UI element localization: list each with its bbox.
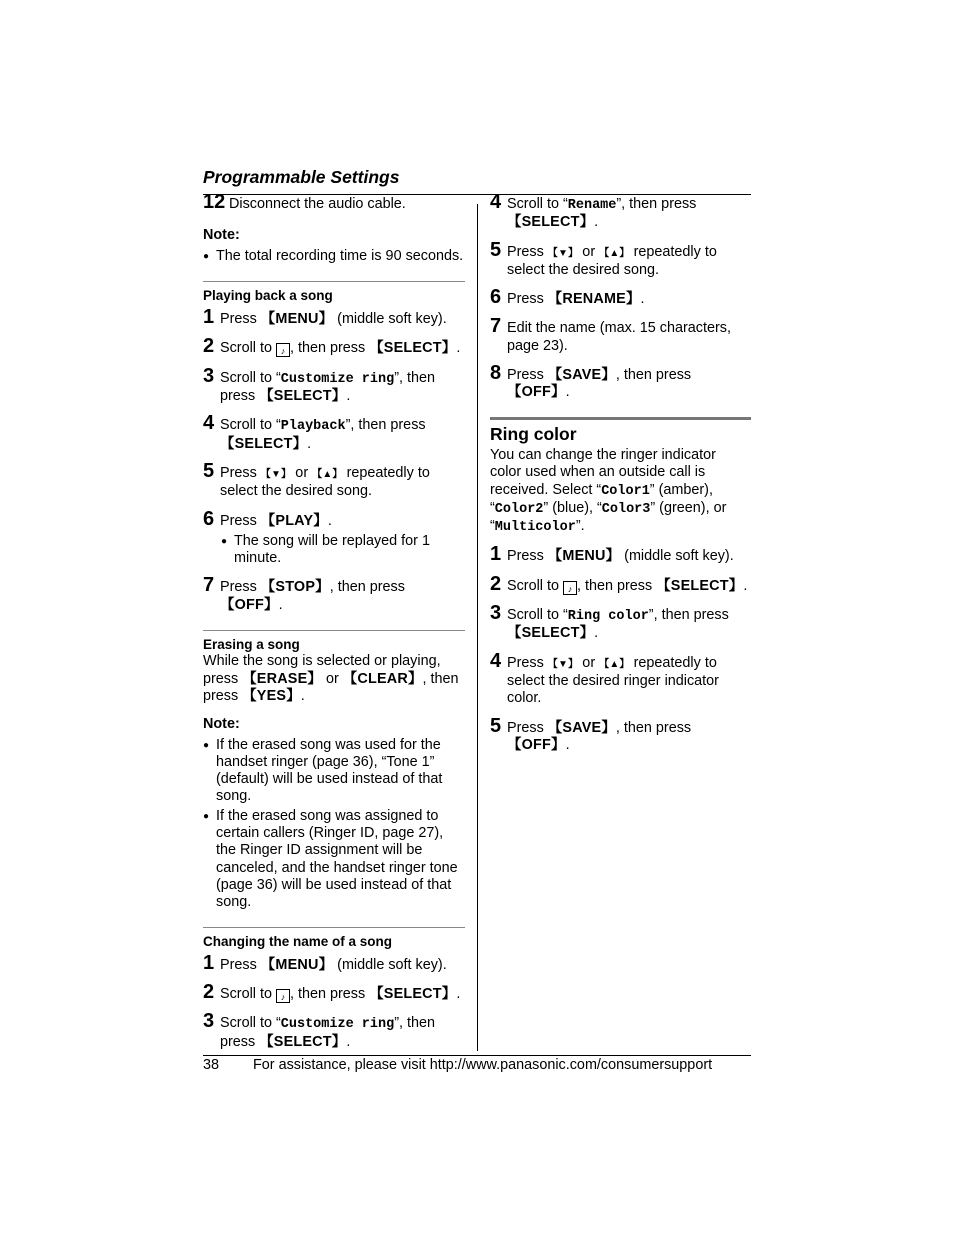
step-text: . xyxy=(565,384,570,401)
left-column xyxy=(203,191,465,1063)
step-text: Press xyxy=(220,311,261,328)
section-rule xyxy=(203,281,465,282)
step-text: ”, then press xyxy=(220,1015,436,1050)
paragraph-text: You can change the ringer indicator color used when an outside call is received. Select “ xyxy=(490,446,716,498)
step-text: , then press xyxy=(289,340,370,357)
playback-step-7 xyxy=(203,574,465,614)
down-key: 【 ▼ 】 xyxy=(548,248,579,259)
option-text: Color3 xyxy=(601,501,651,517)
note-bullet: ● The total recording time is 90 seconds. xyxy=(203,248,465,265)
step-number: 2 xyxy=(490,572,502,595)
note-heading: Note: xyxy=(203,227,240,244)
step-text: ”, then press xyxy=(648,607,729,624)
step-text: Press xyxy=(220,464,261,481)
step-text: Scroll to “ xyxy=(507,196,568,212)
select-key: 【 SELECT 】 xyxy=(259,388,346,404)
step-text: Press xyxy=(507,548,548,565)
step-text: . xyxy=(594,214,599,231)
up-key: 【 ▲ 】 xyxy=(599,659,630,670)
option-text: Color2 xyxy=(494,501,544,517)
change-step-8 xyxy=(490,362,751,402)
step-number: 6 xyxy=(203,507,215,530)
step-text: Edit the name (max. 15 characters, page 23). xyxy=(507,320,731,354)
change-step-1 xyxy=(203,951,465,974)
step-number: 4 xyxy=(203,412,215,435)
step-text: ”, then press xyxy=(616,196,697,212)
step-number: 1 xyxy=(490,543,502,566)
off-key: 【 OFF 】 xyxy=(507,737,566,753)
off-key: 【 OFF 】 xyxy=(220,597,279,613)
erase-key: 【 ERASE 】 xyxy=(242,671,322,687)
step-text: . xyxy=(307,435,312,452)
step-text: . xyxy=(327,512,332,529)
note-bullet: ● If the erased song was assigned to certain callers (Ringer ID, page 27), the Ringer ID assignment will be canceled, and the handset ringer tone (page 36) will be used instead of that song. xyxy=(203,808,465,912)
step-text: (middle soft key). xyxy=(333,956,447,973)
select-key: 【 SELECT 】 xyxy=(259,1034,346,1050)
step-text: Press xyxy=(507,291,548,308)
step-text: Press xyxy=(220,956,261,973)
off-key: 【 OFF 】 xyxy=(507,384,566,400)
paragraph-text: ”. xyxy=(575,518,585,535)
page-number: 38 xyxy=(203,1057,220,1073)
step-text: . xyxy=(278,596,283,613)
section-heading-playback: Playing back a song xyxy=(203,287,333,303)
menu-item-text: Ring color xyxy=(567,609,649,625)
step-text: , then press xyxy=(576,577,657,594)
step-text: , then press xyxy=(289,986,370,1003)
up-key: 【 ▲ 】 xyxy=(312,469,343,480)
select-key: 【 SELECT 】 xyxy=(369,340,456,356)
step-text: Press xyxy=(507,719,548,736)
step-text: Press xyxy=(220,579,261,596)
stop-key: 【 STOP 】 xyxy=(261,579,330,595)
playback-step-2 xyxy=(203,335,465,358)
menu-key: 【 MENU 】 xyxy=(261,311,333,327)
rename-key: 【 RENAME 】 xyxy=(548,291,641,307)
change-step-2 xyxy=(203,981,465,1004)
section-heading-ring-color: Ring color xyxy=(490,423,577,444)
right-column xyxy=(490,191,751,766)
step-text: repeatedly to select the desired ringer indicator color. xyxy=(507,654,719,707)
menu-key: 【 MENU 】 xyxy=(261,957,333,973)
step-number: 7 xyxy=(203,574,215,597)
step-text: Scroll to xyxy=(220,986,276,1003)
erasing-paragraph xyxy=(203,653,465,705)
step-text: Disconnect the audio cable. xyxy=(229,196,406,212)
clear-key: 【 CLEAR 】 xyxy=(343,671,423,687)
option-text: Color1 xyxy=(601,483,650,499)
step-number: 8 xyxy=(490,362,502,385)
paragraph-text: While the song is selected or playing, press xyxy=(203,653,441,687)
header-rule xyxy=(203,194,751,195)
step-number: 5 xyxy=(490,714,502,737)
note-heading: Note: xyxy=(203,716,240,733)
step-text: ”, then press xyxy=(220,369,436,405)
down-key: 【 ▼ 】 xyxy=(548,659,579,670)
step-number: 5 xyxy=(490,238,502,261)
ring-step-4 xyxy=(490,649,751,708)
column-divider xyxy=(477,204,478,1051)
step-text: . xyxy=(346,1033,351,1050)
play-key: 【 PLAY 】 xyxy=(261,513,328,529)
select-key: 【 SELECT 】 xyxy=(369,986,456,1002)
step-text: Press xyxy=(507,243,548,260)
step-text: Scroll to “ xyxy=(220,369,281,386)
section-rule xyxy=(203,630,465,631)
step-number: 6 xyxy=(490,286,502,309)
menu-item-text: Rename xyxy=(567,198,617,213)
step-number: 3 xyxy=(203,1010,215,1033)
footer-rule xyxy=(203,1055,751,1056)
step-text: or xyxy=(578,243,600,260)
step-number: 2 xyxy=(203,335,215,358)
step-number: 12 xyxy=(203,191,226,213)
select-key: 【 SELECT 】 xyxy=(656,578,743,594)
step-text: , then press xyxy=(329,579,405,596)
menu-key: 【 MENU 】 xyxy=(548,548,620,564)
paragraph-text: , then press xyxy=(203,670,459,704)
step-text: Scroll to “ xyxy=(220,1015,281,1032)
ring-step-1 xyxy=(490,543,751,566)
change-step-4 xyxy=(490,191,751,232)
step-text: Scroll to “ xyxy=(507,607,568,624)
change-step-5 xyxy=(490,238,751,280)
paragraph-text: ” (blue), “ xyxy=(543,499,602,516)
step-text: (middle soft key). xyxy=(333,311,447,328)
step-text: . xyxy=(346,388,351,405)
step-number: 1 xyxy=(203,306,215,329)
select-key: 【 SELECT 】 xyxy=(507,214,594,230)
step-number: 2 xyxy=(203,981,215,1004)
save-key: 【 SAVE 】 xyxy=(548,367,616,383)
change-step-6 xyxy=(490,286,751,309)
step-number: 5 xyxy=(203,459,215,482)
step-text: Scroll to xyxy=(507,577,563,594)
step-text: or xyxy=(578,654,600,671)
step-text: , then press xyxy=(615,719,692,736)
footer-text: For assistance, please visit http://www.panasonic.com/consumersupport xyxy=(253,1057,713,1073)
menu-item-text: Playback xyxy=(280,419,346,435)
step-text: repeatedly to select the desired song. xyxy=(507,243,717,278)
ringer-settings-icon: ♪ xyxy=(563,581,577,595)
step-text: or xyxy=(291,464,313,481)
step-12 xyxy=(203,191,465,213)
select-key: 【 SELECT 】 xyxy=(220,436,307,452)
playback-step-1 xyxy=(203,306,465,329)
step-text: . xyxy=(594,625,599,642)
step-text: ”, then press xyxy=(345,417,426,434)
step-number: 4 xyxy=(490,191,502,213)
paragraph-text: or xyxy=(321,670,343,687)
ringer-settings-icon: ♪ xyxy=(276,343,290,357)
up-key: 【 ▲ 】 xyxy=(599,248,630,259)
step-text: . xyxy=(456,986,461,1003)
playback-step-6 xyxy=(203,507,465,568)
step-text: . xyxy=(456,340,461,357)
playback-step-3 xyxy=(203,364,465,406)
step-text: Press xyxy=(507,367,548,384)
step-text: Scroll to “ xyxy=(220,417,281,434)
step-text: . xyxy=(743,577,748,594)
down-key: 【 ▼ 】 xyxy=(261,469,292,480)
section-rule xyxy=(203,927,465,928)
change-step-7 xyxy=(490,315,751,355)
ringer-settings-icon: ♪ xyxy=(276,989,290,1003)
ring-step-3 xyxy=(490,602,751,643)
option-text: Multicolor xyxy=(494,520,576,536)
step-text: Press xyxy=(220,512,261,529)
paragraph-text: ” (amber), “ xyxy=(490,481,713,516)
step-number: 3 xyxy=(203,364,215,387)
ring-step-5 xyxy=(490,714,751,755)
note-bullet: ● If the erased song was used for the handset ringer (page 36), “Tone 1” (default) will be used instead of that song. xyxy=(203,737,465,806)
playback-step-5 xyxy=(203,459,465,501)
step-text: (middle soft key). xyxy=(620,548,734,565)
menu-item-text: Customize ring xyxy=(280,1017,395,1033)
yes-key: 【 YES 】 xyxy=(242,688,301,704)
step-text: , then press xyxy=(615,367,692,384)
step-number: 4 xyxy=(490,649,502,672)
step-text: Scroll to xyxy=(220,340,276,357)
section-heading-erasing: Erasing a song xyxy=(203,637,300,653)
section-heading-changing: Changing the name of a song xyxy=(203,933,393,949)
step-number: 1 xyxy=(203,951,215,974)
select-key: 【 SELECT 】 xyxy=(507,625,594,641)
ring-step-2 xyxy=(490,572,751,595)
step-number: 3 xyxy=(490,602,502,625)
save-key: 【 SAVE 】 xyxy=(548,720,616,736)
page-title: Programmable Settings xyxy=(203,167,400,187)
section-rule xyxy=(490,417,751,420)
change-step-3 xyxy=(203,1010,465,1051)
step-text: Press xyxy=(507,654,548,671)
step-text: repeatedly to select the desired song. xyxy=(220,464,430,500)
playback-step-4 xyxy=(203,412,465,453)
menu-item-text: Customize ring xyxy=(280,371,395,387)
step-sub-bullet: ● The song will be replayed for 1 minute. xyxy=(220,533,465,568)
paragraph-text: ” (green), or “ xyxy=(490,499,727,535)
ring-color-intro xyxy=(490,447,751,536)
paragraph-text: . xyxy=(300,687,305,704)
step-text: . xyxy=(565,736,570,753)
step-number: 7 xyxy=(490,315,502,338)
step-text: . xyxy=(640,291,645,308)
